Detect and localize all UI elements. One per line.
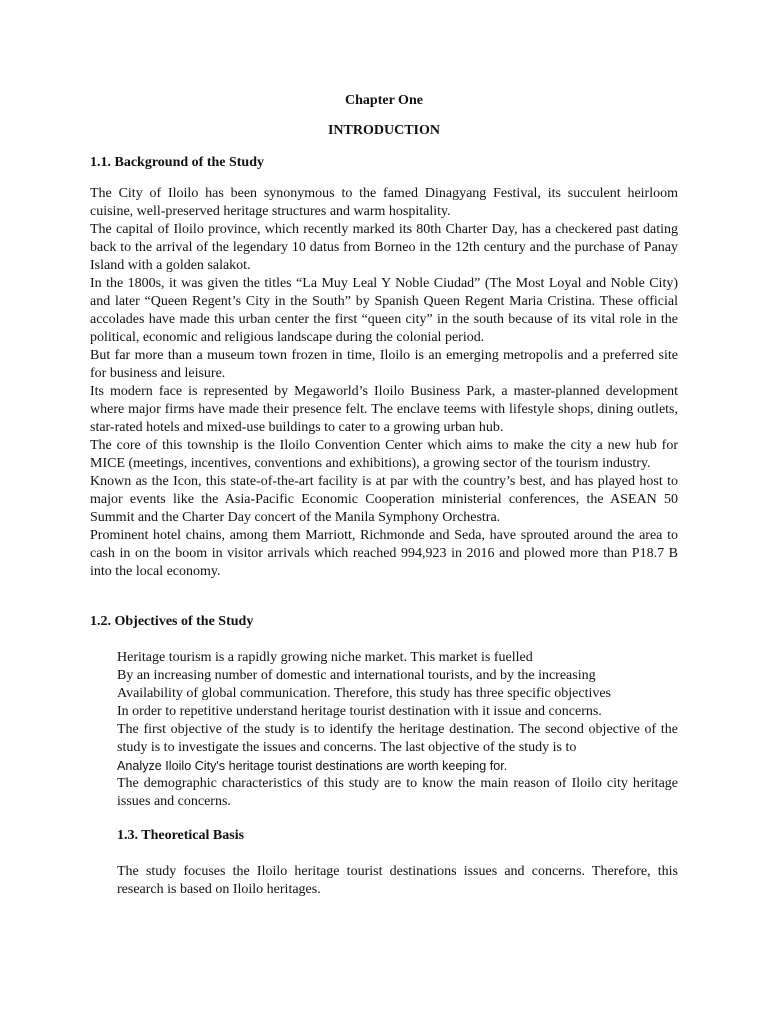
introduction-title: INTRODUCTION [327, 123, 440, 138]
background-paragraph: The core of this township is the Iloilo Convention Center which aims to make the city a new hub for MICE (meetings, incentives, conventions and exhibitions), a growing sector of the tourism industry. [90, 438, 678, 471]
objectives-heading: 1.2. Objectives of the Study [90, 614, 254, 629]
objectives-line: Heritage tourism is a rapidly growing niche market. This market is fuelled [117, 650, 533, 665]
objectives-line: In order to repetitive understand heritage tourist destination with it issue and concerns. [117, 704, 602, 719]
background-heading: 1.1. Background of the Study [90, 155, 265, 170]
objectives-body [117, 649, 678, 811]
theory-heading: 1.3. Theoretical Basis [117, 828, 245, 843]
objectives-line: Availability of global communication. Therefore, this study has three specific objectives [117, 686, 612, 701]
background-paragraph: But far more than a museum town frozen in time, Iloilo is an emerging metropolis and a preferred site for business and leisure. [90, 348, 678, 381]
objectives-line: The first objective of the study is to identify the heritage destination. The second objective of the study is to investigate the issues and concerns. The last objective of the study is to [117, 722, 678, 755]
background-paragraph: The City of Iloilo has been synonymous to the famed Dinagyang Festival, its succulent heirloom cuisine, well-preserved heritage structures and warm hospitality. [90, 186, 678, 219]
background-body [90, 185, 678, 581]
background-paragraph: In the 1800s, it was given the titles “La Muy Leal Y Noble Ciudad” (The Most Loyal and Noble City) and later “Queen Regent’s City in the South” by Spanish Queen Regent Maria Cristina. These official accolades have made this urban center the first “queen city” in the south because of its vital role in the political, economic and religious landscape during the colonial period. [90, 276, 678, 345]
background-paragraph: Known as the Icon, this state-of-the-art facility is at par with the country’s best, and has played host to major events like the Asia-Pacific Economic Cooperation ministerial conferences, the ASEAN 50 Summit and the Charter Day concert of the Manila Symphony Orchestra. [90, 474, 678, 525]
chapter-title: Chapter One [345, 93, 423, 108]
theory-paragraph: The study focuses the Iloilo heritage tourist destinations issues and concerns. Therefore, this research is based on Iloilo heritages. [117, 864, 678, 897]
theory-body [117, 863, 678, 899]
background-paragraph: The capital of Iloilo province, which recently marked its 80th Charter Day, has a checkered past dating back to the arrival of the legendary 10 datus from Borneo in the 12th century and the purchase of Panay Island with a golden salakot. [90, 222, 678, 273]
objectives-line: Analyze Iloilo City's heritage tourist destinations are worth keeping for. [117, 759, 508, 773]
objectives-line: By an increasing number of domestic and international tourists, and by the increasing [117, 668, 596, 683]
background-paragraph: Prominent hotel chains, among them Marriott, Richmonde and Seda, have sprouted around the area to cash in on the boom in visitor arrivals which reached 994,923 in 2016 and plowed more than P18.7 B into the local economy. [90, 528, 678, 579]
background-paragraph: Its modern face is represented by Megaworld’s Iloilo Business Park, a master-planned development where major firms have made their presence felt. The enclave teems with lifestyle shops, dining outlets, star-rated hotels and mixed-use buildings to cater to a growing urban hub. [90, 384, 678, 435]
objectives-line: The demographic characteristics of this study are to know the main reason of Iloilo city heritage issues and concerns. [117, 776, 678, 809]
